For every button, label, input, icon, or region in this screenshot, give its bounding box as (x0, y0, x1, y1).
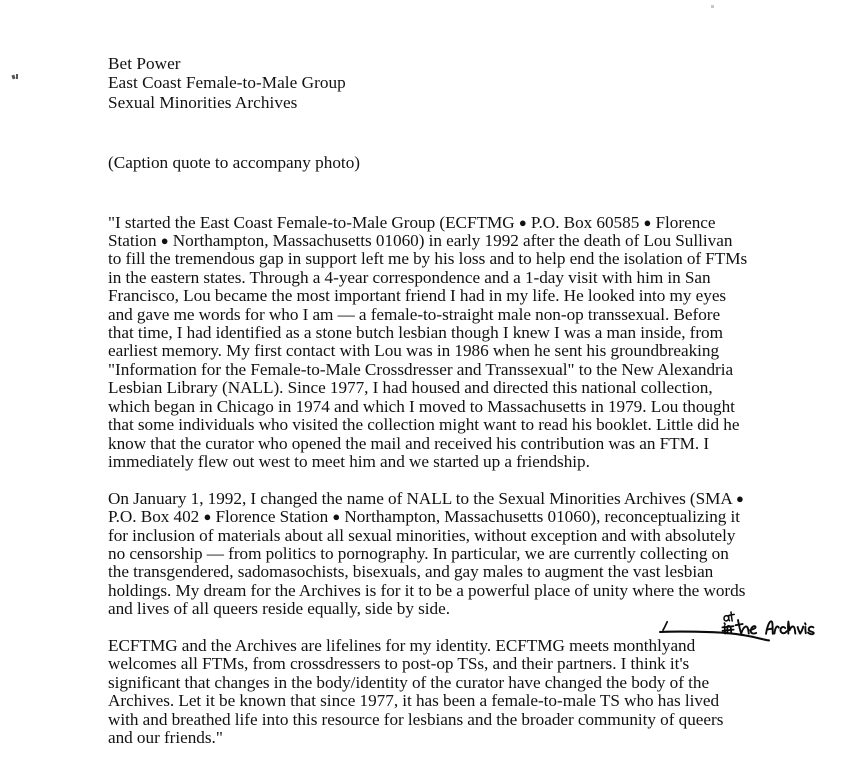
scan-speck-icon (711, 5, 714, 8)
paragraph-three-part-c: welcomes all FTMs, from crossdressers to post-op TSs, and their partners. I think it's significant that changes in the body/identity of the curator have changed the body of the Archives. Let it be known that since 1977, it has been a female-to-male TS who has lived with and breathed life into this resource for lesbians and the broader community of queers and our friends." (108, 654, 724, 747)
bullet-icon: ● (518, 214, 527, 230)
bullet-icon: ● (332, 509, 341, 525)
organization-name: East Coast Female-to-Male Group (108, 73, 346, 93)
paragraph-one-part-a: "I started the East Coast Female-to-Male Group (ECFTMG (108, 212, 515, 232)
paragraph-three (108, 637, 748, 747)
scan-speck-icon (16, 74, 18, 79)
document-body (108, 54, 748, 765)
caption-note: (Caption quote to accompany photo) (108, 153, 361, 173)
bullet-icon: ● (643, 214, 652, 230)
bullet-icon: ● (160, 233, 169, 249)
paragraph-two-part-d: Northampton, Massachusetts 01060), reconceptualizing it for inclusion of materials about all sexual minorities, without exception and with absolutely no censorship — from politics to pornography. In particular, we are currently collecting on the transgendered, sadomasochists, bisexuals, and gay males to augment the vast lesbian holdings. My dream for the Archives is for it to be a powerful place of unity where the words and lives of all queers reside equally, side by side. (108, 507, 746, 619)
bullet-icon: ● (203, 509, 212, 525)
author-name: Bet Power (108, 54, 181, 73)
paragraph-two-part-a: On January 1, 1992, I changed the name of NALL to the Sexual Minorities Archives (SMA (108, 488, 732, 508)
paragraph-two (108, 490, 748, 619)
paragraph-one (108, 214, 748, 472)
paragraph-one-address-box: P.O. Box 60585 (530, 212, 640, 232)
handwritten-margin-note-annotation (722, 610, 834, 652)
archive-name: Sexual Minorities Archives (108, 92, 298, 112)
scan-speck-icon (11, 75, 15, 80)
paragraph-three-annotated-word: and (670, 635, 696, 655)
bullet-icon: ● (736, 490, 744, 506)
paragraph-two-address-box: P.O. Box 402 (108, 507, 200, 527)
paragraph-one-part-d: Northampton, Massachusetts 01060) in early 1992 after the death of Lou Sullivan to fill the tremendous gap in support left me by his loss and to help end the isolation of FTMs in the eastern states. Through a 4-year correspondence and a 1-day visit with him in San Francisco, Lou became the most important friend I had in my life. He looked into my eyes and gave me words for who I am — a female-to-straight male non-op transsexual. Before that time, I had identified as a stone butch lesbian though I knew I was a man inside, from earliest memory. My first contact with Lou was in 1986 when he sent his groundbreaking "Information for the Female-to-Male Crossdresser and Transsexual" to the New Alexandria Lesbian Library (NALL). Since 1977, I had housed and directed this national collection, which began in Chicago in 1974 and which I moved to Massachusetts in 1979. Lou thought that some individuals who visited the collection might want to read his booklet. Little did he know that the curator who opened the mail and received his contribution was an FTM. I immediately flew out west to meet him and we started up a friendship. (108, 231, 748, 471)
paragraph-two-address-station: Florence Station (215, 507, 329, 527)
paragraph-one-address-station: Florence Station (108, 212, 716, 251)
letterhead-block (108, 54, 748, 112)
paragraph-three-part-a: ECFTMG and the Archives are lifelines for my identity. ECFTMG meets monthly (108, 635, 671, 655)
